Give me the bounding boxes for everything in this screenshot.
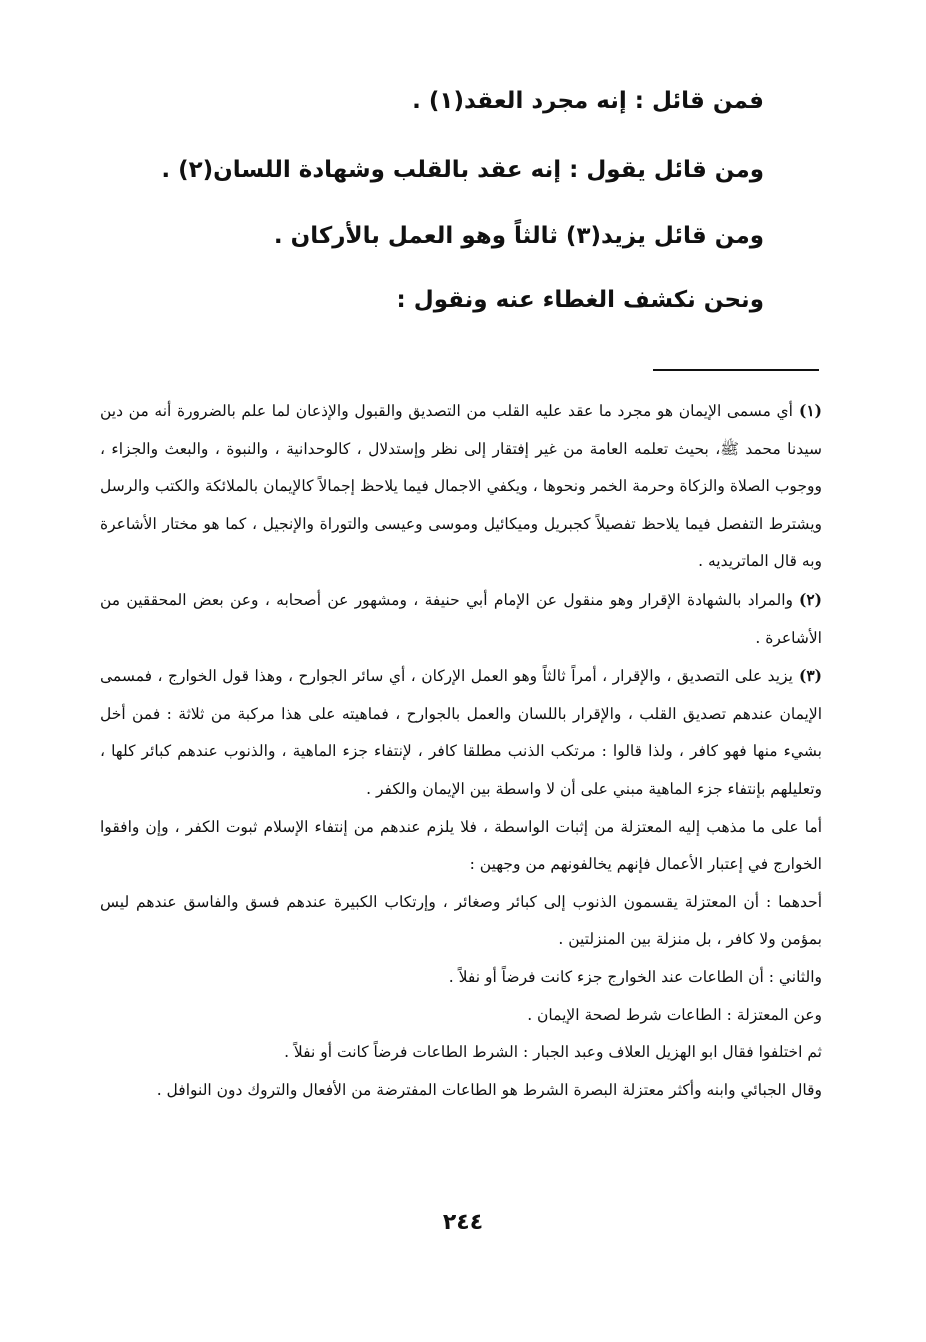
footnote-paragraph: وعن المعتزلة : الطاعات شرط لصحة الإيمان . <box>527 1005 822 1024</box>
footnote-3 <box>100 657 822 808</box>
footnote-paragraph: أما على ما مذهب إليه المعتزلة من إثبات الواسطة ، فلا يلزم عندهم من إنتفاء الإسلام ثبوت الكفر ، وإن وافقوا الخوارج في إعتبار الأعمال فإنهم يخالفونهم من وجهين : <box>100 817 822 874</box>
footnotes-section <box>100 392 822 1109</box>
footnote-number: (١) <box>798 401 822 420</box>
page-number: ٢٤٤ <box>442 1210 484 1235</box>
footnote-divider <box>653 369 819 371</box>
footnote-paragraph: أحدهما : أن المعتزلة يقسمون الذنوب إلى كبائر وصغائر ، وإرتكاب الكبيرة عندهم فسق والفاسق عندهم ليس بمؤمن ولا كافر ، بل منزلة بين المنزلتين . <box>100 892 822 949</box>
footnote-text: أي مسمى الإيمان هو مجرد ما عقد عليه القلب من التصديق والقبول والإذعان لما علم بالضرورة أنه من دين سيدنا محمد ﷺ، بحيث تعلمه العامة من غير إفتقار إلى نظر وإستدلال ، كالوحدانية ، والنبوة ، والبعث والجزاء ، ووجوب الصلاة والزكاة وحرمة الخمر ونحوها ، ويكفي الاجمال فيما يلاحظ إجمالاً كالإيمان بالملائكة والكتب والرسل ويشترط التفصل فيما يلاحظ تفصيلاً كجبريل وميكائيل وموسى وعيسى والتوراة والإنجيل ، كما هو مختار الأشاعرة وبه قال الماتريديه . <box>100 402 822 571</box>
footnote-paragraph: وقال الجبائي وابنه وأكثر معتزلة البصرة الشرط هو الطاعات المفترضة من الأفعال والتروك دون النوافل . <box>156 1080 822 1099</box>
main-text-line-1: فمن قائل : إنه مجرد العقد(١) . <box>412 88 764 114</box>
footnote-text: يزيد على التصديق ، والإقرار ، أمراً ثالثاً وهو العمل الإركان ، أي سائر الجوارح ، وهذا قول الخوارج ، فمسمى الإيمان عندهم تصديق القلب ، والإقرار باللسان والعمل بالجوارح ، فماهيته على هذا مركبة من ثلاثة : فمن أخل بشيء منها فهو كافر ، ولذا قالوا : مرتكب الذنب مطلقا كافر ، لإنتفاء جزء الماهية ، والذنوب عندهم كبائر كلها ، وتعليلهم بإنتفاء جزء الماهية مبني على أن لا واسطة بين الإيمان والكفر . <box>100 667 822 798</box>
footnote-number: (٣) <box>798 666 822 686</box>
main-text-line-2: ومن قائل يقول : إنه عقد بالقلب وشهادة اللسان(٢) . <box>161 157 764 183</box>
footnote-paragraph: والثاني : أن الطاعات عند الخوارج جزء كانت فرضاً أو نفلاً . <box>448 967 822 986</box>
main-text-line-4: ونحن نكشف الغطاء عنه ونقول : <box>396 287 764 313</box>
footnote-text: والمراد بالشهادة الإقرار وهو منقول عن الإمام أبي حنيفة ، ومشهور عن أصحابه ، وعن بعض المحققين من الأشاعرة . <box>100 590 822 647</box>
footnote-1 <box>100 392 822 581</box>
footnote-number: (٢) <box>798 589 822 609</box>
footnote-2 <box>100 581 822 657</box>
footnote-paragraph: ثم اختلفوا فقال ابو الهزيل العلاف وعبد الجبار : الشرط الطاعات فرضاً كانت أو نفلاً . <box>284 1043 822 1062</box>
main-text-line-3: ومن قائل يزيد(٣) ثالثاً وهو العمل بالأركان . <box>273 223 764 249</box>
